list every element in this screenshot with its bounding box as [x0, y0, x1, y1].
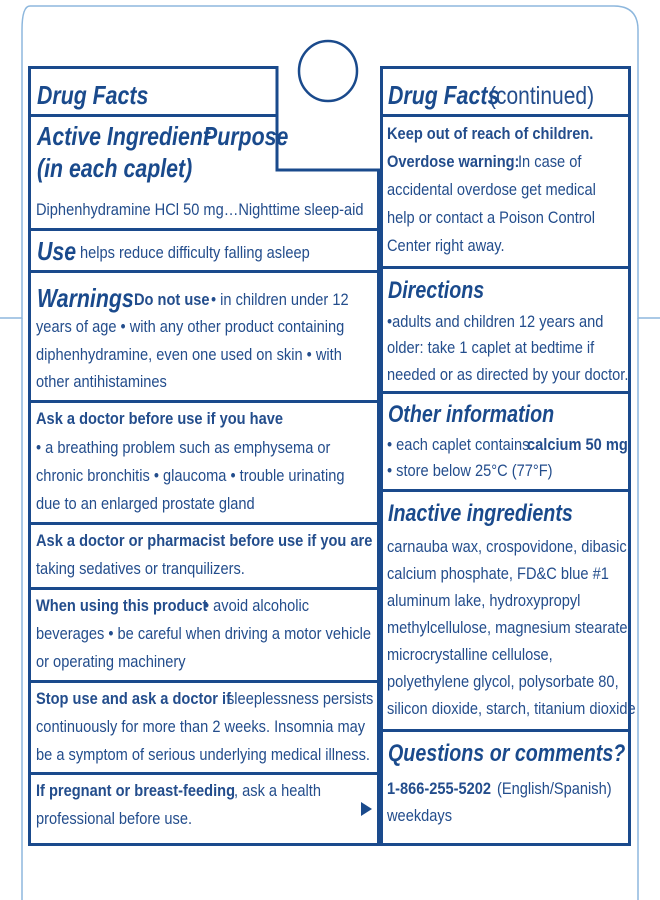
- active-ingredient-label: Active Ingredient: [37, 121, 210, 151]
- inactive-line: silicon dioxide, starch, titanium dioxide: [387, 699, 636, 718]
- phone-number: 1-866-255-5202: [387, 779, 492, 798]
- directions-line-3: needed or as directed by your doctor.: [387, 365, 629, 384]
- stop-use-line-3: be a symptom of serious underlying medical illness.: [36, 745, 370, 764]
- when-using-line-1: • avoid alcoholic: [204, 596, 310, 615]
- ingredient-line: Diphenhydramine HCl 50 mg…Nighttime sleep-aid: [36, 200, 364, 219]
- ask-pharmacist-line: taking sedatives or tranquilizers.: [36, 559, 245, 578]
- overdose-line-3: help or contact a Poison Control: [387, 208, 596, 227]
- pregnant-line-1: , ask a health: [234, 781, 321, 800]
- purpose-label: Purpose: [203, 121, 289, 151]
- overdose-line-2: accidental overdose get medical: [387, 180, 596, 199]
- continued-label: (continued): [489, 82, 595, 110]
- when-using-line-2: beverages • be careful when driving a motor vehicle: [36, 624, 372, 643]
- warnings-line-4: other antihistamines: [36, 372, 167, 391]
- when-using-heading: When using this product: [36, 596, 208, 615]
- other-info-heading: Other information: [388, 401, 555, 428]
- phone-note: (English/Spanish): [497, 779, 612, 798]
- stop-use-heading: Stop use and ask a doctor if: [36, 689, 231, 708]
- pregnant-line-2: professional before use.: [36, 809, 193, 828]
- ask-pharmacist-heading: Ask a doctor or pharmacist before use if you are: [36, 531, 373, 550]
- use-text: helps reduce difficulty falling asleep: [80, 243, 310, 262]
- directions-line-1: •adults and children 12 years and: [387, 312, 604, 331]
- inactive-line: microcrystalline cellulose,: [387, 645, 553, 664]
- questions-heading: Questions or comments?: [388, 740, 626, 767]
- other-info-line-2: • store below 25°C (77°F): [387, 461, 553, 480]
- stop-use-line-1: sleeplessness persists: [227, 689, 374, 708]
- inactive-line: aluminum lake, hydroxypropyl: [387, 591, 581, 610]
- directions-heading: Directions: [388, 277, 485, 304]
- warnings-line-3: diphenhydramine, even one used on skin • with: [36, 345, 342, 364]
- calcium-value: calcium 50 mg: [527, 435, 628, 454]
- warnings-heading: Warnings: [37, 283, 134, 313]
- inactive-heading: Inactive ingredients: [388, 500, 573, 527]
- left-title: Drug Facts: [37, 80, 149, 110]
- use-heading: Use: [37, 236, 77, 266]
- ask-doctor-line-1: • a breathing problem such as emphysema or: [36, 438, 331, 457]
- overdose-line-4: Center right away.: [387, 236, 505, 255]
- inactive-line: methylcellulose, magnesium stearate,: [387, 618, 632, 637]
- overdose-line-1: In case of: [518, 152, 582, 171]
- ask-doctor-line-2: chronic bronchitis • glaucoma • trouble urinating: [36, 466, 345, 485]
- weekdays-label: weekdays: [387, 806, 453, 825]
- pregnant-heading: If pregnant or breast-feeding: [36, 781, 236, 800]
- when-using-line-3: or operating machinery: [36, 652, 186, 671]
- keep-out-heading: Keep out of reach of children.: [387, 124, 594, 143]
- inactive-line: calcium phosphate, FD&C blue #1: [387, 564, 609, 583]
- warnings-line-2: years of age • with any other product containing: [36, 317, 345, 336]
- each-caplet-label: (in each caplet): [37, 153, 193, 183]
- ask-doctor-heading: Ask a doctor before use if you have: [36, 409, 283, 428]
- other-info-line-1: • each caplet contains:: [387, 435, 534, 454]
- inactive-line: polyethylene glycol, polysorbate 80,: [387, 672, 619, 691]
- inactive-line: carnauba wax, crospovidone, dibasic: [387, 537, 627, 556]
- ask-doctor-line-3: due to an enlarged prostate gland: [36, 494, 255, 513]
- stop-use-line-2: continuously for more than 2 weeks. Insomnia may: [36, 717, 366, 736]
- right-title: Drug Facts: [388, 80, 500, 110]
- warnings-line-1: • in children under 12: [211, 290, 349, 309]
- directions-line-2: older: take 1 caplet at bedtime if: [387, 338, 595, 357]
- do-not-use-label: Do not use: [134, 290, 210, 309]
- triangle-right-icon: [361, 802, 372, 816]
- overdose-heading: Overdose warning:: [387, 152, 520, 171]
